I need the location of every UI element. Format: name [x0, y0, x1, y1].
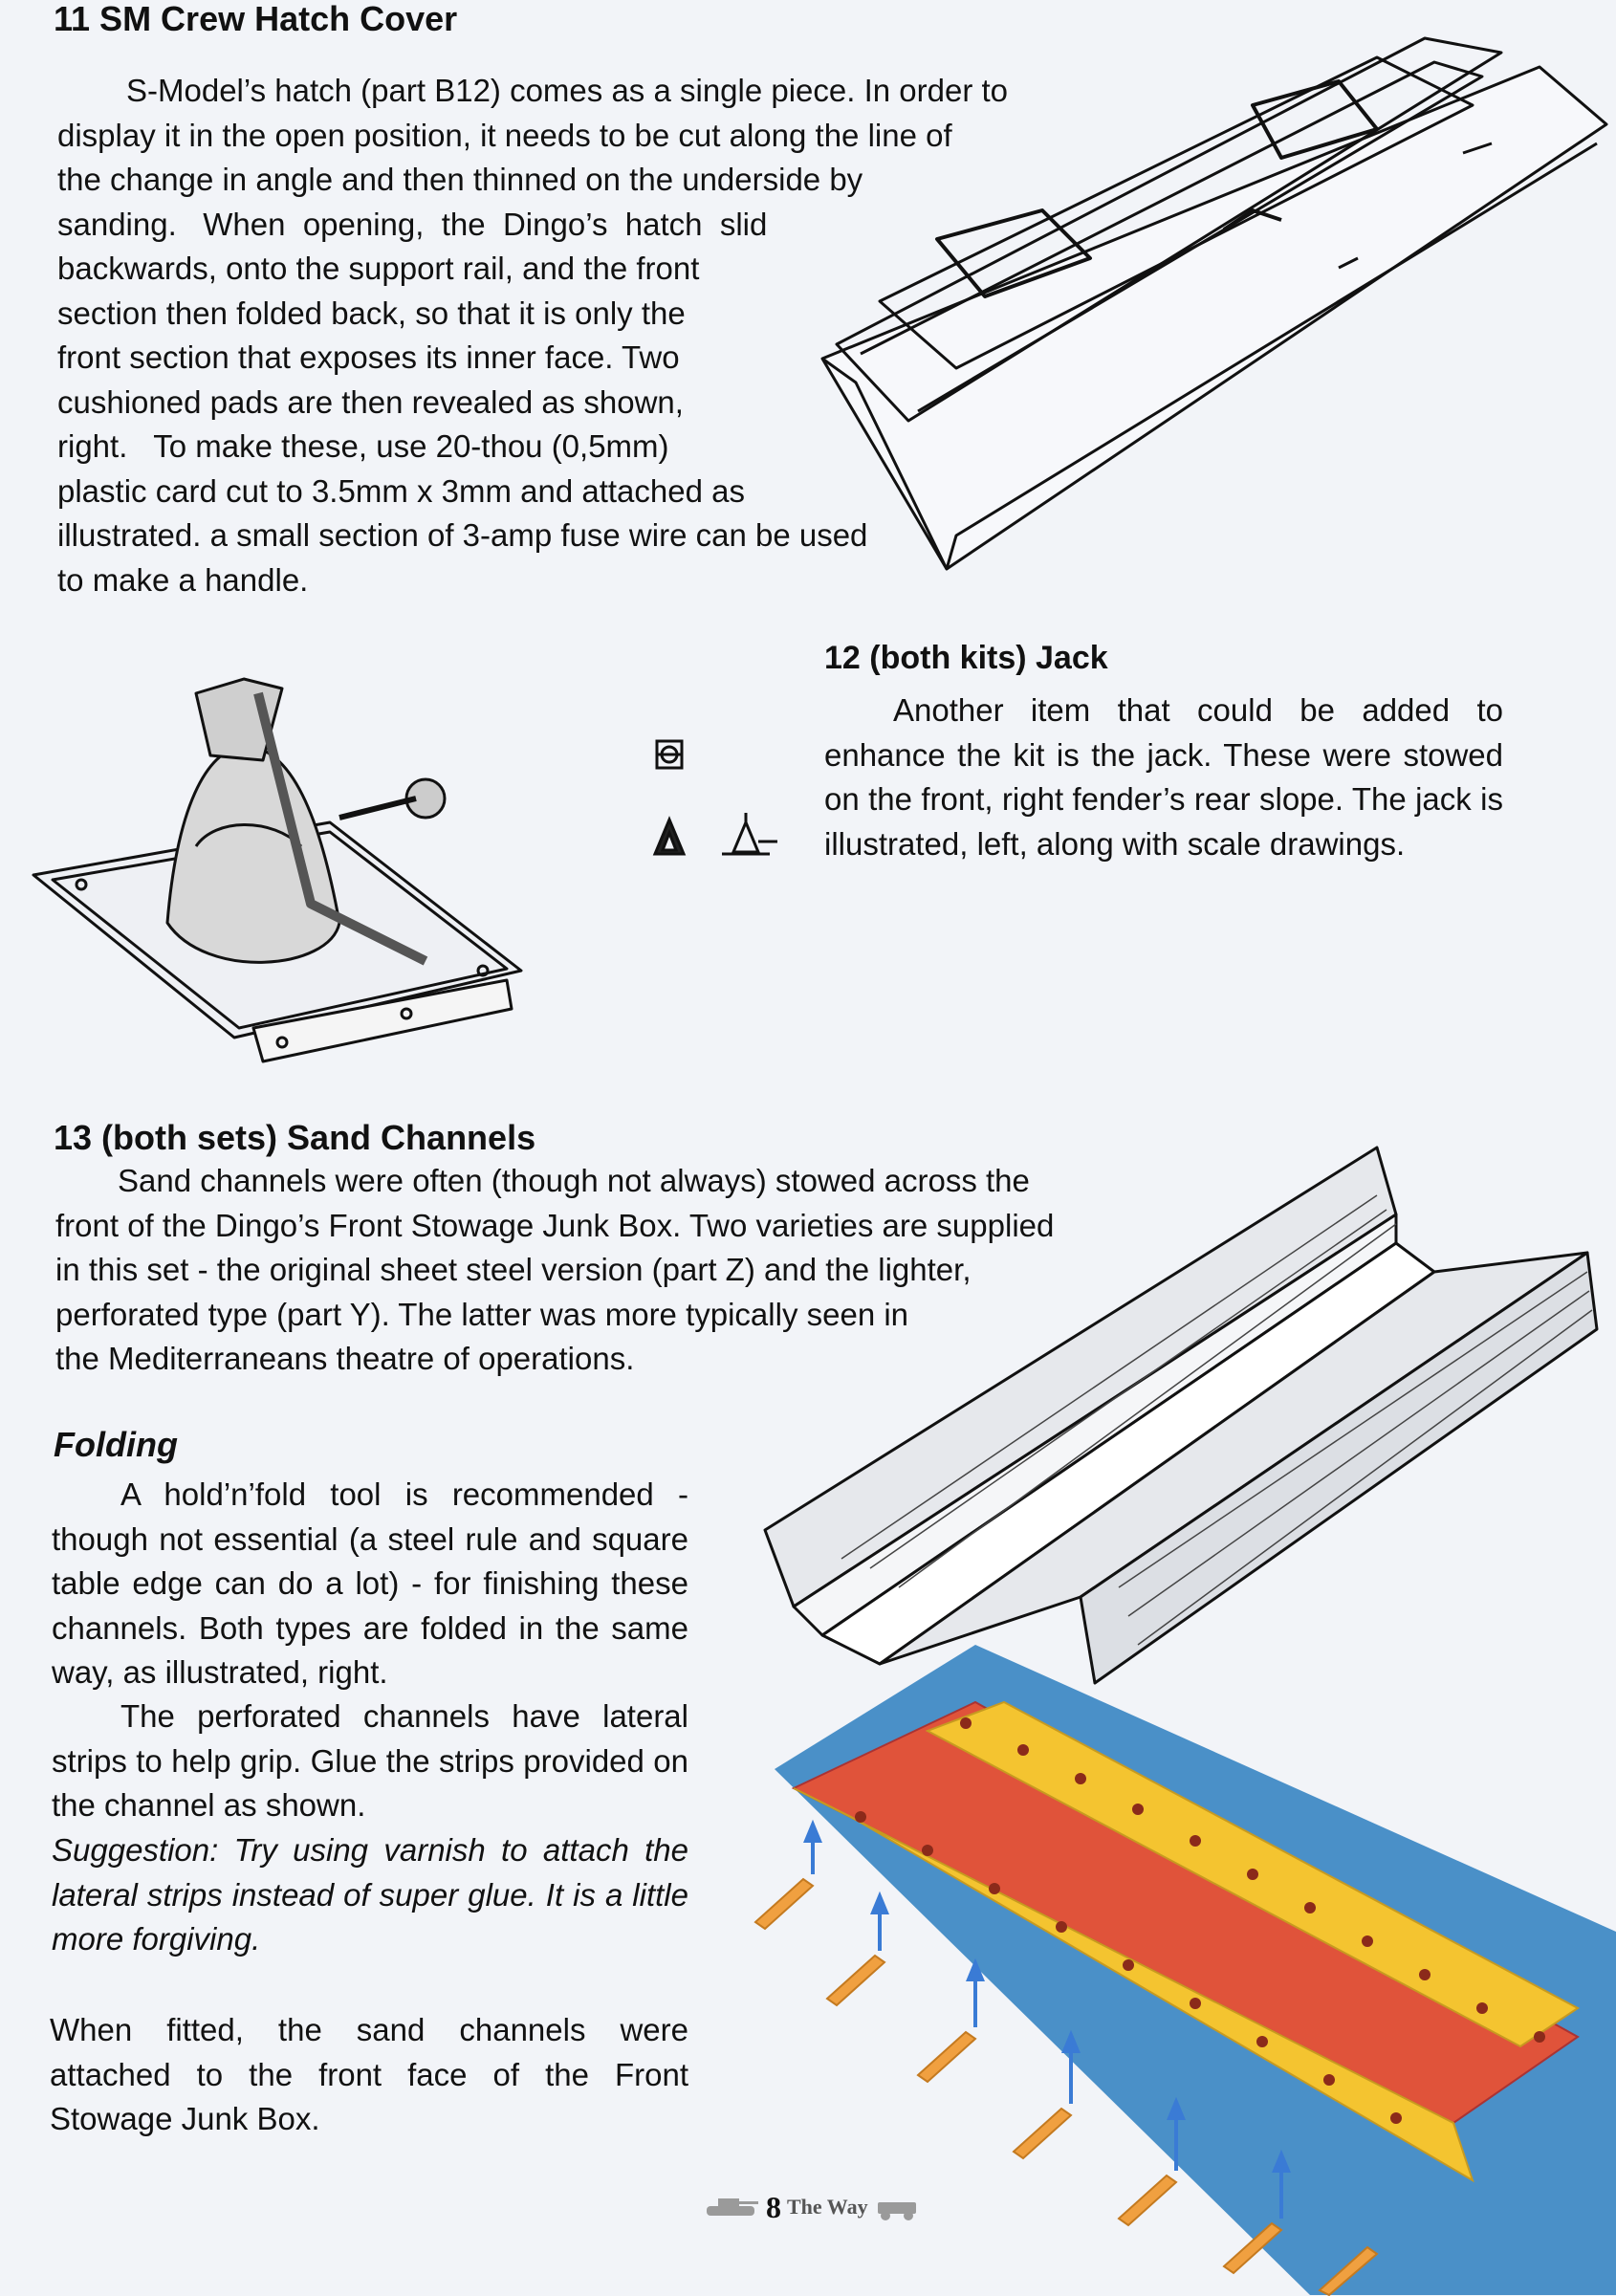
hatch-line-8: cushioned pads are then revealed as shown,	[57, 383, 684, 420]
sand-line-5: the Mediterraneans theatre of operations.	[55, 1341, 635, 1376]
folding-para-2: The perforated channels have lateral strips to help grip. Glue the strips provided on the channel as shown.	[52, 1698, 688, 1823]
hatch-illustration	[803, 38, 1616, 602]
tank-icon	[703, 2193, 760, 2221]
sand-line-3: in this set - the original sheet steel version (part Z) and the lighter,	[55, 1252, 972, 1287]
hatch-line-1: S-Model’s hatch (part B12) comes as a single piece. In order to	[126, 73, 1009, 108]
sand-line-1: Sand channels were often (though not always) stowed across the	[118, 1163, 1030, 1198]
jack-scale-drawings	[645, 741, 789, 856]
hatch-line-7: front section that exposes its inner face. Two	[57, 339, 680, 375]
sand-line-4: perforated type (part Y). The latter was more typically seen in	[55, 1296, 909, 1332]
page-number: 8	[766, 2189, 781, 2224]
hatch-line-2: display it in the open position, it needs to be cut along the line of	[57, 117, 952, 153]
jack-illustration	[24, 655, 531, 1124]
folded-channel-illustration	[765, 1138, 1606, 1693]
folding-title: Folding	[54, 1425, 178, 1464]
hatch-line-5: backwards, onto the support rail, and the front	[57, 251, 700, 286]
hatch-line-4: sanding. When opening, the Dingo’s hatch slid	[57, 206, 768, 242]
page-footer	[703, 2183, 990, 2231]
jack-text: Another item that could be added to enhance the kit is the jack. These were stowed on the front, right fender’s rear slope. The jack is illustrated, left, along with scale drawings.	[824, 692, 1503, 862]
hatch-line-11: illustrated. a small section of 3-amp fuse wire can be used	[57, 517, 868, 553]
magazine-name: The Way	[787, 2195, 868, 2219]
hatch-title: 11 SM Crew Hatch Cover	[54, 0, 458, 38]
folding-para-1: A hold’n’fold tool is recommended - though not essential (a steel rule and square table edge can do a lot) - for finishing these channels. Both types are folded in the same way, as illustrated, right.	[52, 1476, 688, 1690]
folding-para-3: When fitted, the sand channels were attached to the front face of the Front Stowage Junk Box.	[50, 2012, 688, 2136]
hatch-line-12: to make a handle.	[57, 561, 309, 598]
hatch-line-3: the change in angle and then thinned on the underside by	[57, 162, 863, 197]
jack-title: 12 (both kits) Jack	[824, 640, 1108, 676]
hatch-line-6: section then folded back, so that it is only the	[57, 295, 686, 331]
folding-suggestion: Suggestion: Try using varnish to attach the lateral strips instead of super glue. It is a little more forgiving.	[52, 1832, 688, 1957]
hatch-line-9: right. To make these, use 20-thou (0,5mm)	[57, 428, 669, 464]
sand-title: 13 (both sets) Sand Channels	[54, 1118, 536, 1157]
truck-icon	[874, 2193, 922, 2221]
sand-line-2: front of the Dingo’s Front Stowage Junk Box. Two varieties are supplied	[55, 1207, 1055, 1243]
hatch-line-10: plastic card cut to 3.5mm x 3mm and attached as	[57, 472, 745, 509]
